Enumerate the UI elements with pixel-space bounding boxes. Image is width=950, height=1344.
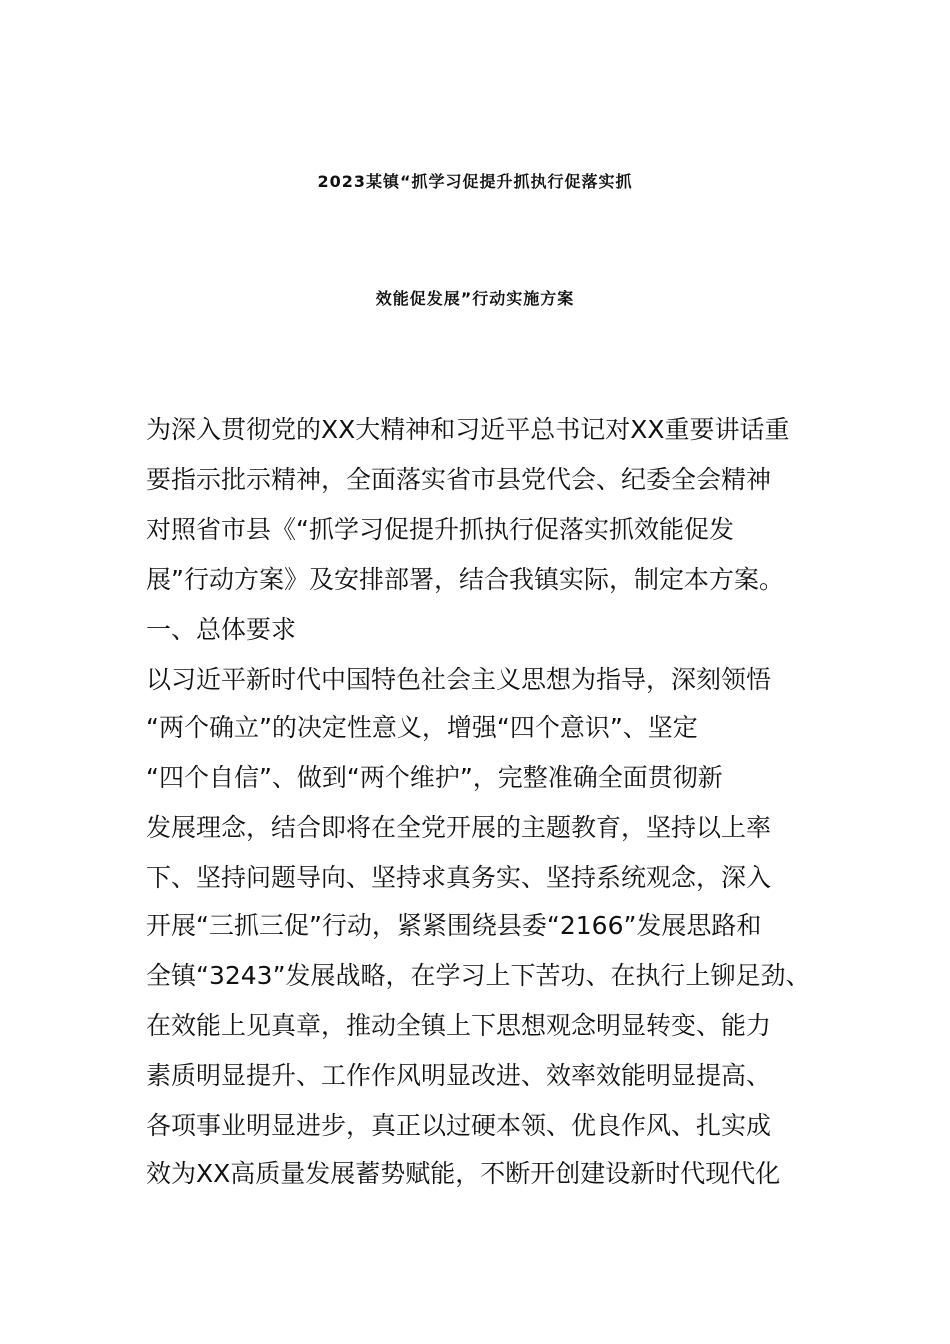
body-line: 在效能上见真章，推动全镇上下思想观念明显转变、能力 <box>146 1011 772 1040</box>
body-line: 效为XX高质量发展蓄势赋能，不断开创建设新时代现代化 <box>146 1159 781 1188</box>
body-line: “四个自信”、做到“两个维护”，完整准确全面贯彻新 <box>146 763 723 792</box>
body-line: “两个确立”的决定性意义，增强“四个意识”、坚定 <box>146 713 698 742</box>
body-line: 以习近平新时代中国特色社会主义思想为指导，深刻领悟 <box>146 665 772 694</box>
body-line: 素质明显提升、工作作风明显改进、效率效能明显提高、 <box>146 1061 772 1090</box>
body-line: 开展“三抓三促”行动，紧紧围绕县委“2166”发展思路和 <box>146 911 762 940</box>
body-line: 发展理念，结合即将在全党开展的主题教育，坚持以上率 <box>146 813 772 842</box>
body-line: 为深入贯彻党的XX大精神和习近平总书记对XX重要讲话重 <box>146 415 790 444</box>
body-line: 对照省市县《“抓学习促提升抓执行促落实抓效能促发 <box>146 515 734 544</box>
section-heading: 一、总体要求 <box>146 615 297 644</box>
body-line: 展”行动方案》及安排部署，结合我镇实际，制定本方案。 <box>146 565 784 594</box>
body-line: 要指示批示精神，全面落实省市县党代会、纪委全会精神 <box>146 465 772 494</box>
body-line: 全镇“3243”发展战略，在学习上下苦功、在执行上铆足劲、 <box>146 961 811 990</box>
document-title-line-1: 2023某镇“抓学习促提升抓执行促落实抓 <box>317 172 633 191</box>
body-line: 各项事业明显进步，真正以过硬本领、优良作风、扎实成 <box>146 1111 772 1140</box>
body-line: 下、坚持问题导向、坚持求真务实、坚持系统观念，深入 <box>146 863 772 892</box>
document-title-line-2: 效能促发展”行动实施方案 <box>375 289 575 308</box>
